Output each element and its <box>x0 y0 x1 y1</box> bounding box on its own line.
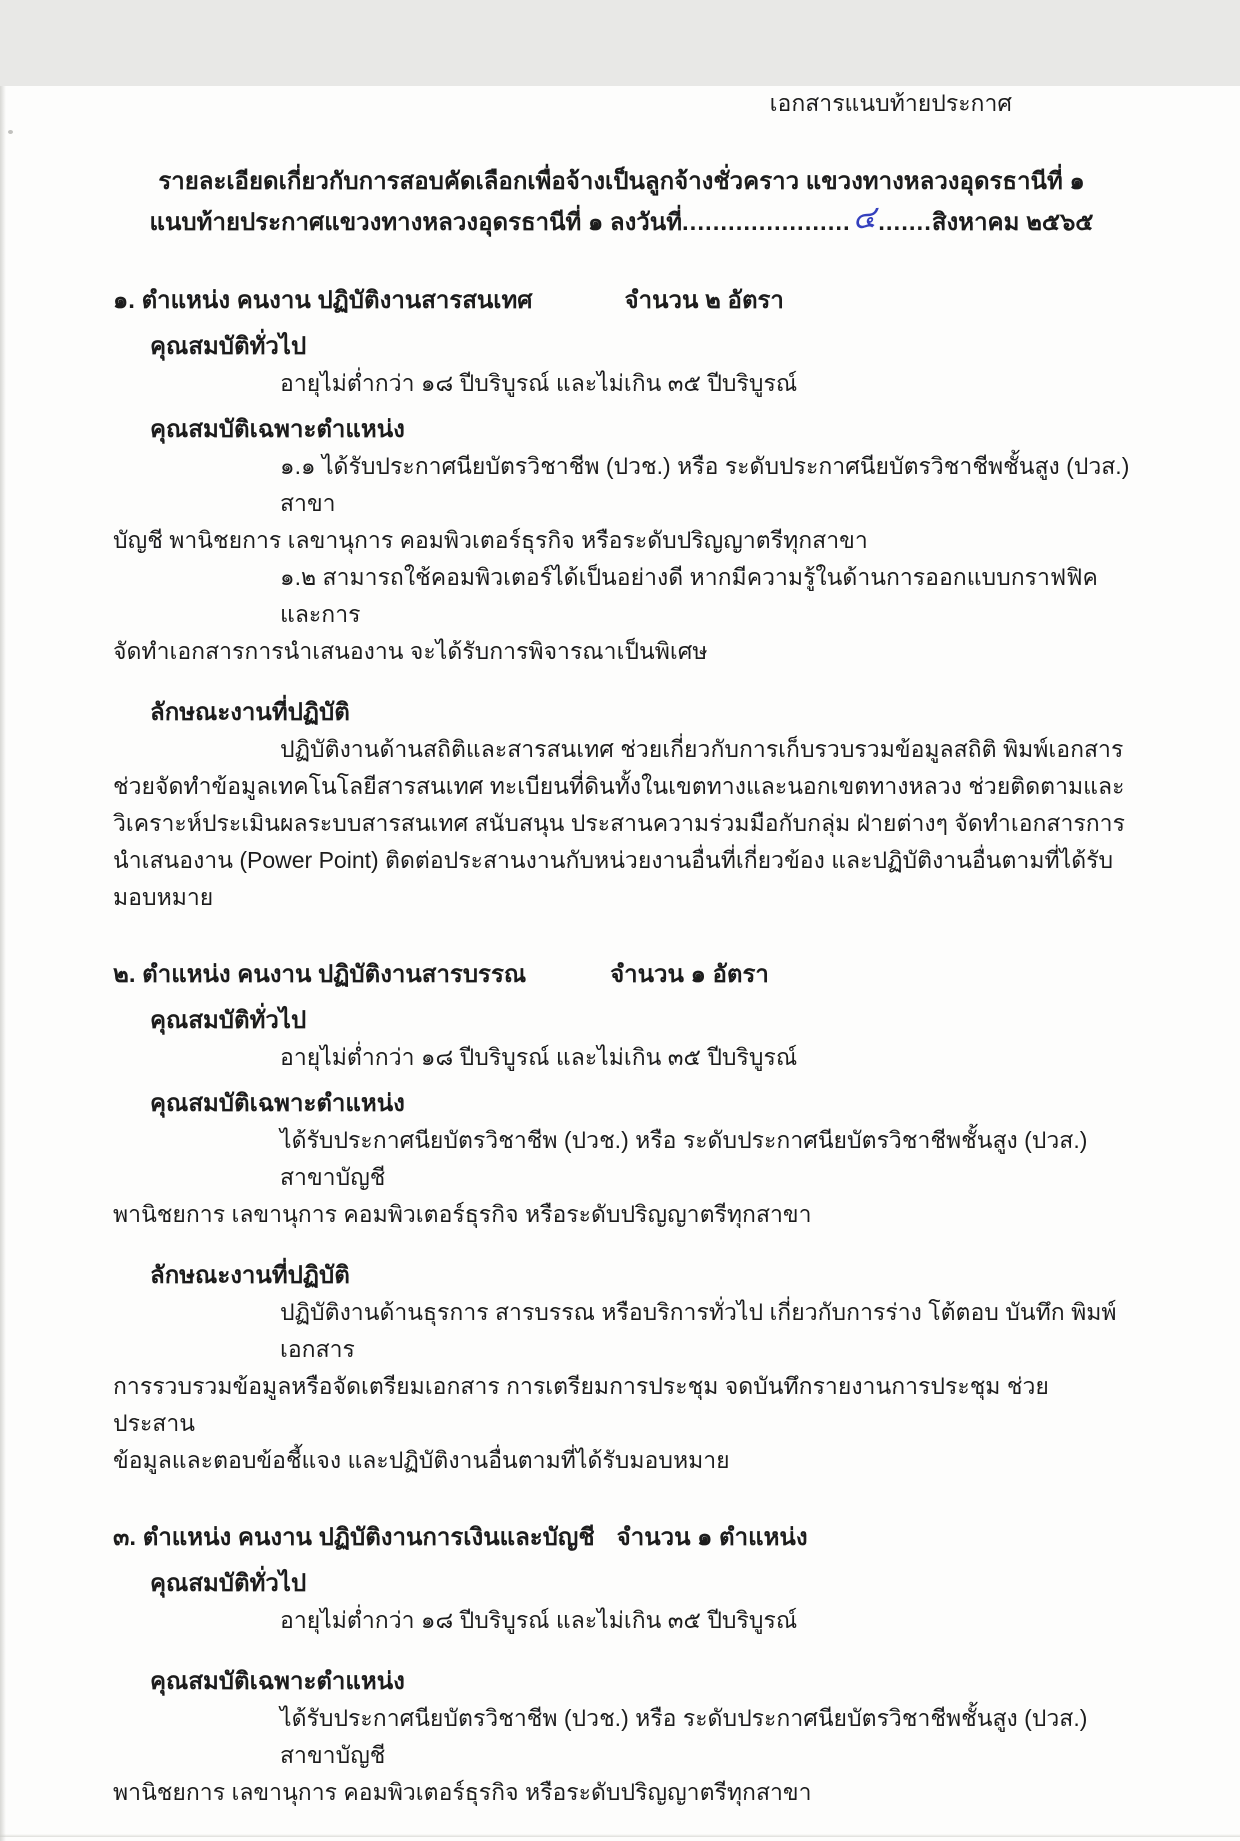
section-1-specific-line: จัดทำเอกสารการนำเสนองาน จะได้รับการพิจารณาเป็นพิเศษ <box>113 638 708 664</box>
section-1-count: จำนวน ๒ อัตรา <box>624 287 784 314</box>
section-2-specific-line: พานิชยการ เลขานุการ คอมพิวเตอร์ธุรกิจ หรือระดับปริญญาตรีทุกสาขา <box>113 1201 812 1227</box>
section-3-count: จำนวน ๑ ตำแหน่ง <box>616 1524 808 1551</box>
section-2-position-title: ๒. ตำแหน่ง คนงาน ปฏิบัติงานสารบรรณ <box>113 961 527 988</box>
corner-label: เอกสารแนบท้ายประกาศ <box>769 90 1012 116</box>
section-3-specific-heading: คุณสมบัติเฉพาะตำแหน่ง <box>150 1668 405 1695</box>
section-2-general-line: อายุไม่ต่ำกว่า ๑๘ ปีบริบูรณ์ และไม่เกิน ๓๕ ปีบริบูรณ์ <box>280 1044 798 1070</box>
title-line-2-suffix: สิงหาคม ๒๕๖๕ <box>931 209 1094 236</box>
section-2-duty-heading: ลักษณะงานที่ปฏิบัติ <box>150 1262 350 1289</box>
document-title <box>113 162 1130 242</box>
section-1-position-title: ๑. ตำแหน่ง คนงาน ปฏิบัติงานสารสนเทศ <box>113 287 533 314</box>
section-1-duty-line: วิเคราะห์ประเมินผลระบบสารสนเทศ สนับสนุน ประสานความร่วมมือกับกลุ่ม ฝ่ายต่างๆ จัดทำเอกสารการ <box>113 810 1125 836</box>
section-3-heading <box>113 1519 1130 1556</box>
section-1-heading <box>113 282 1130 319</box>
section-2-specific-heading: คุณสมบัติเฉพาะตำแหน่ง <box>150 1090 405 1117</box>
section-1-duty-line: ช่วยจัดทำข้อมูลเทคโนโลยีสารสนเทศ ทะเบียนที่ดินทั้งในเขตทางและนอกเขตทางหลวง ช่วยติดตามและ <box>113 773 1125 799</box>
date-dotted-line: ...................... <box>682 209 851 236</box>
section-1-duty-heading: ลักษณะงานที่ปฏิบัติ <box>150 699 350 726</box>
section-3-specific-line: ได้รับประกาศนียบัตรวิชาชีพ (ปวช.) หรือ ระดับประกาศนียบัตรวิชาชีพชั้นสูง (ปวส.) สาขาบัญชี <box>280 1705 1088 1768</box>
handwritten-date-digit: ๔ <box>851 199 877 237</box>
section-1-duty-line: ปฏิบัติงานด้านสถิติและสารสนเทศ ช่วยเกี่ยวกับการเก็บรวบรวมข้อมูลสถิติ พิมพ์เอกสาร <box>280 736 1124 762</box>
section-1-specific-heading: คุณสมบัติเฉพาะตำแหน่ง <box>150 416 405 443</box>
section-1-specific-line: ๑.๒ สามารถใช้คอมพิวเตอร์ได้เป็นอย่างดี หากมีความรู้ในด้านการออกแบบกราฟฟิค และการ <box>280 564 1098 627</box>
section-3-specific-line: พานิชยการ เลขานุการ คอมพิวเตอร์ธุรกิจ หรือระดับปริญญาตรีทุกสาขา <box>113 1779 812 1805</box>
scanned-document-page <box>0 86 1240 1841</box>
section-2-duty-line: ข้อมูลและตอบข้อชี้แจง และปฏิบัติงานอื่นตามที่ได้รับมอบหมาย <box>113 1447 730 1473</box>
date-dotted-line-2: ....... <box>878 209 932 236</box>
section-1-specific-line: บัญชี พานิชยการ เลขานุการ คอมพิวเตอร์ธุรกิจ หรือระดับปริญญาตรีทุกสาขา <box>113 527 868 553</box>
section-2-general-heading: คุณสมบัติทั่วไป <box>150 1007 307 1034</box>
section-2-specific-line: ได้รับประกาศนียบัตรวิชาชีพ (ปวช.) หรือ ระดับประกาศนียบัตรวิชาชีพชั้นสูง (ปวส.) สาขาบัญชี <box>280 1127 1088 1190</box>
section-1-duty-line: มอบหมาย <box>113 884 214 910</box>
section-3-general-line: อายุไม่ต่ำกว่า ๑๘ ปีบริบูรณ์ และไม่เกิน ๓๕ ปีบริบูรณ์ <box>280 1607 798 1633</box>
title-line-1: รายละเอียดเกี่ยวกับการสอบคัดเลือกเพื่อจ้างเป็นลูกจ้างชั่วคราว แขวงทางหลวงอุดรธานีที่ ๑ <box>158 168 1085 195</box>
section-1-general-heading: คุณสมบัติทั่วไป <box>150 333 307 360</box>
section-1-duty-line: นำเสนองาน (Power Point) ติดต่อประสานงานกับหน่วยงานอื่นที่เกี่ยวข้อง และปฏิบัติงานอื่นตามที่ได้รับ <box>113 847 1114 873</box>
scan-edge-artifact-bottom <box>0 1834 1240 1837</box>
section-2-count: จำนวน ๑ อัตรา <box>610 961 769 988</box>
section-1-specific-line: ๑.๑ ได้รับประกาศนียบัตรวิชาชีพ (ปวช.) หรือ ระดับประกาศนียบัตรวิชาชีพชั้นสูง (ปวส.) สาขา <box>280 453 1130 516</box>
document-content <box>0 86 1240 1811</box>
title-line-2 <box>113 201 1130 242</box>
section-2-duty-line: ปฏิบัติงานด้านธุรการ สารบรรณ หรือบริการทั่วไป เกี่ยวกับการร่าง โต้ตอบ บันทึก พิมพ์เอกสาร <box>280 1299 1117 1362</box>
section-3-general-heading: คุณสมบัติทั่วไป <box>150 1570 307 1597</box>
section-1-general-line: อายุไม่ต่ำกว่า ๑๘ ปีบริบูรณ์ และไม่เกิน ๓๕ ปีบริบูรณ์ <box>280 370 798 396</box>
title-line-2-prefix: แนบท้ายประกาศแขวงทางหลวงอุดรธานีที่ ๑ ลงวันที่ <box>149 209 683 236</box>
section-3-position-title: ๓. ตำแหน่ง คนงาน ปฏิบัติงานการเงินและบัญชี <box>113 1524 595 1551</box>
section-2-heading <box>113 956 1130 993</box>
section-2-duty-line: การรวบรวมข้อมูลหรือจัดเตรียมเอกสาร การเตรียมการประชุม จดบันทึกรายงานการประชุม ช่วยประสาน <box>113 1373 1049 1436</box>
